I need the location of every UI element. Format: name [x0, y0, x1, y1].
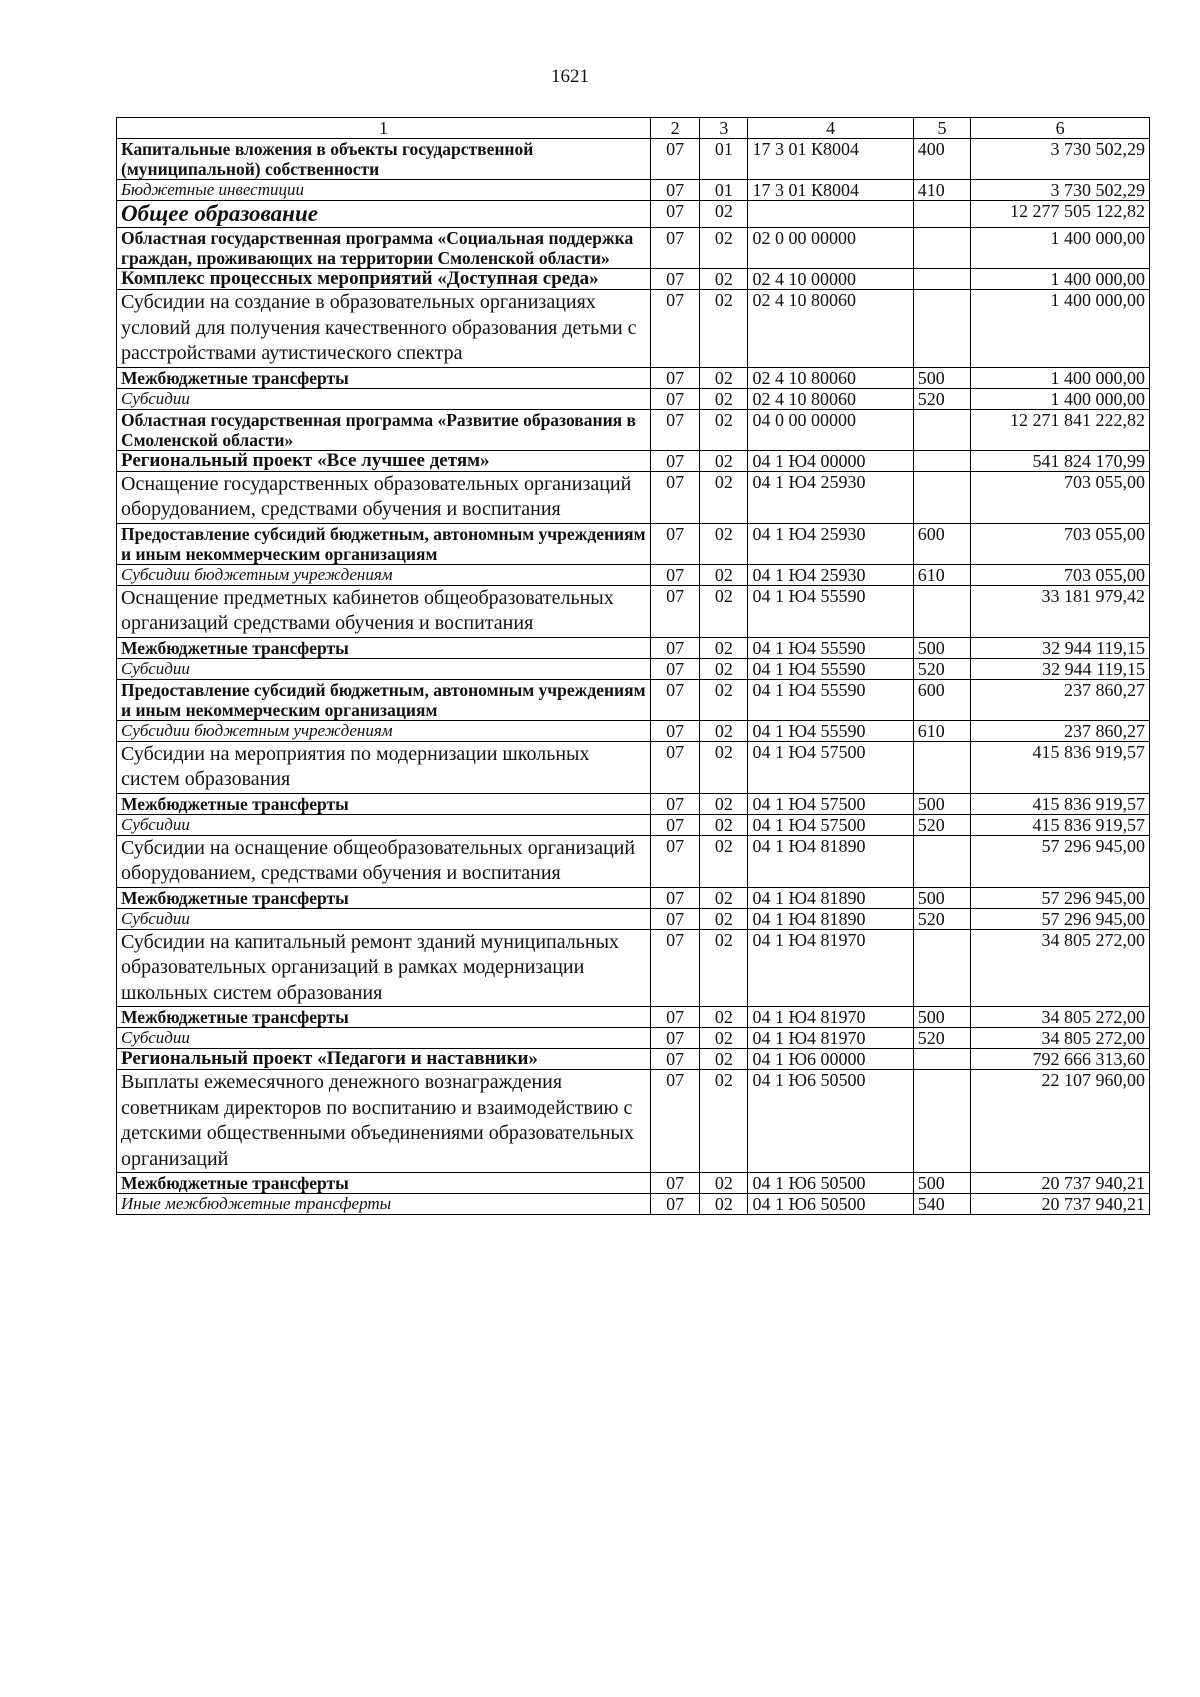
row-amount-cell: 34 805 272,00: [971, 929, 1150, 1007]
row-expense-type-cell: [913, 201, 971, 228]
row-expense-type-cell: [913, 450, 971, 471]
row-amount-cell: 1 400 000,00: [971, 367, 1150, 388]
row-section-cell: 07: [650, 929, 699, 1007]
table-row: [117, 1007, 1150, 1028]
table-row: [117, 741, 1150, 793]
table-row: [117, 679, 1150, 720]
row-subsection-cell: 02: [700, 835, 748, 887]
row-subsection-cell: 02: [700, 1028, 748, 1049]
row-section-cell: 07: [650, 180, 699, 201]
row-target-code-cell: 04 1 Ю6 50500: [748, 1070, 913, 1173]
row-name-cell: Межбюджетные трансферты: [117, 793, 651, 814]
row-subsection-cell: 02: [700, 201, 748, 228]
row-subsection-cell: 02: [700, 450, 748, 471]
row-target-code-cell: 04 1 Ю4 81970: [748, 1028, 913, 1049]
header-cell-6: 6: [971, 118, 1150, 139]
row-target-code-cell: [748, 201, 913, 228]
row-subsection-cell: 02: [700, 658, 748, 679]
row-amount-cell: 1 400 000,00: [971, 269, 1150, 290]
row-subsection-cell: 02: [700, 1173, 748, 1194]
row-amount-cell: 541 824 170,99: [971, 450, 1150, 471]
table-row: [117, 908, 1150, 929]
row-name-cell: Предоставление субсидий бюджетным, автономным учреждениям и иным некоммерческим организациям: [117, 679, 651, 720]
row-section-cell: 07: [650, 887, 699, 908]
budget-table: [116, 117, 1150, 1215]
row-expense-type-cell: [913, 741, 971, 793]
row-amount-cell: 20 737 940,21: [971, 1173, 1150, 1194]
row-expense-type-cell: 500: [913, 1173, 971, 1194]
row-section-cell: 07: [650, 409, 699, 450]
row-subsection-cell: 02: [700, 929, 748, 1007]
row-target-code-cell: 04 1 Ю4 25930: [748, 564, 913, 585]
header-cell-4: 4: [748, 118, 913, 139]
row-amount-cell: 237 860,27: [971, 679, 1150, 720]
row-subsection-cell: 02: [700, 1049, 748, 1070]
table-row: [117, 450, 1150, 471]
row-name-cell: Межбюджетные трансферты: [117, 637, 651, 658]
row-subsection-cell: 02: [700, 564, 748, 585]
row-expense-type-cell: 500: [913, 367, 971, 388]
row-name-cell: Региональный проект «Педагоги и наставники»: [117, 1049, 651, 1070]
row-name-cell: Субсидии: [117, 658, 651, 679]
row-section-cell: 07: [650, 679, 699, 720]
row-expense-type-cell: 610: [913, 564, 971, 585]
row-target-code-cell: 04 1 Ю4 55590: [748, 679, 913, 720]
row-name-cell: Субсидии: [117, 1028, 651, 1049]
row-amount-cell: 34 805 272,00: [971, 1028, 1150, 1049]
row-expense-type-cell: [913, 471, 971, 523]
row-name-cell: Областная государственная программа «Развитие образования в Смоленской области»: [117, 409, 651, 450]
row-expense-type-cell: 520: [913, 388, 971, 409]
row-target-code-cell: 04 1 Ю4 55590: [748, 585, 913, 637]
row-name-cell: Бюджетные инвестиции: [117, 180, 651, 201]
row-subsection-cell: 02: [700, 269, 748, 290]
row-amount-cell: 1 400 000,00: [971, 388, 1150, 409]
row-target-code-cell: 04 1 Ю6 00000: [748, 1049, 913, 1070]
row-section-cell: 07: [650, 367, 699, 388]
row-section-cell: 07: [650, 450, 699, 471]
table-row: [117, 228, 1150, 269]
row-name-cell: Субсидии бюджетным учреждениям: [117, 564, 651, 585]
row-subsection-cell: 01: [700, 139, 748, 180]
row-target-code-cell: 02 4 10 80060: [748, 367, 913, 388]
row-target-code-cell: 04 1 Ю4 81890: [748, 908, 913, 929]
row-subsection-cell: 02: [700, 290, 748, 368]
row-name-cell: Иные межбюджетные трансферты: [117, 1194, 651, 1215]
row-section-cell: 07: [650, 228, 699, 269]
row-subsection-cell: 02: [700, 228, 748, 269]
row-expense-type-cell: 520: [913, 1028, 971, 1049]
table-row: [117, 658, 1150, 679]
row-name-cell: Региональный проект «Все лучшее детям»: [117, 450, 651, 471]
row-expense-type-cell: 500: [913, 887, 971, 908]
table-row: [117, 201, 1150, 228]
row-target-code-cell: 04 1 Ю4 81890: [748, 835, 913, 887]
row-amount-cell: 1 400 000,00: [971, 290, 1150, 368]
row-section-cell: 07: [650, 585, 699, 637]
row-section-cell: 07: [650, 908, 699, 929]
row-amount-cell: 3 730 502,29: [971, 180, 1150, 201]
row-name-cell: Общее образование: [117, 201, 651, 228]
header-cell-3: 3: [700, 118, 748, 139]
row-subsection-cell: 02: [700, 741, 748, 793]
row-section-cell: 07: [650, 471, 699, 523]
row-amount-cell: 415 836 919,57: [971, 741, 1150, 793]
row-amount-cell: 703 055,00: [971, 523, 1150, 564]
row-section-cell: 07: [650, 835, 699, 887]
row-amount-cell: 703 055,00: [971, 564, 1150, 585]
row-expense-type-cell: 500: [913, 793, 971, 814]
table-row: [117, 1049, 1150, 1070]
row-section-cell: 07: [650, 1070, 699, 1173]
row-name-cell: Оснащение предметных кабинетов общеобразовательных организаций средствами обучения и воспитания: [117, 585, 651, 637]
row-subsection-cell: 02: [700, 367, 748, 388]
row-subsection-cell: 02: [700, 523, 748, 564]
row-section-cell: 07: [650, 1007, 699, 1028]
row-name-cell: Субсидии бюджетным учреждениям: [117, 720, 651, 741]
table-row: [117, 814, 1150, 835]
row-amount-cell: 57 296 945,00: [971, 835, 1150, 887]
row-name-cell: Оснащение государственных образовательных организаций оборудованием, средствами обучения и воспитания: [117, 471, 651, 523]
row-section-cell: 07: [650, 1049, 699, 1070]
row-amount-cell: 32 944 119,15: [971, 658, 1150, 679]
row-name-cell: Субсидии на капитальный ремонт зданий муниципальных образовательных организаций в рамках модернизации школьных систем образования: [117, 929, 651, 1007]
row-target-code-cell: 04 1 Ю4 81890: [748, 887, 913, 908]
table-row: [117, 835, 1150, 887]
row-name-cell: Субсидии: [117, 814, 651, 835]
row-amount-cell: 57 296 945,00: [971, 887, 1150, 908]
row-amount-cell: 33 181 979,42: [971, 585, 1150, 637]
row-name-cell: Капитальные вложения в объекты государственной (муниципальной) собственности: [117, 139, 651, 180]
row-expense-type-cell: [913, 269, 971, 290]
row-section-cell: 07: [650, 658, 699, 679]
row-name-cell: Выплаты ежемесячного денежного вознаграждения советникам директоров по воспитанию и взаимодействию с детскими общественными объединениями образовательных организаций: [117, 1070, 651, 1173]
row-target-code-cell: 04 1 Ю4 57500: [748, 741, 913, 793]
row-amount-cell: 12 277 505 122,82: [971, 201, 1150, 228]
table-row: [117, 720, 1150, 741]
table-row: [117, 471, 1150, 523]
row-subsection-cell: 02: [700, 471, 748, 523]
header-cell-1: 1: [117, 118, 651, 139]
row-name-cell: Субсидии на мероприятия по модернизации школьных систем образования: [117, 741, 651, 793]
row-target-code-cell: 04 1 Ю4 81970: [748, 1007, 913, 1028]
row-amount-cell: 415 836 919,57: [971, 814, 1150, 835]
row-subsection-cell: 02: [700, 793, 748, 814]
row-amount-cell: 3 730 502,29: [971, 139, 1150, 180]
table-row: [117, 1194, 1150, 1215]
table-row: [117, 139, 1150, 180]
row-section-cell: 07: [650, 814, 699, 835]
row-expense-type-cell: 600: [913, 679, 971, 720]
row-section-cell: 07: [650, 201, 699, 228]
row-amount-cell: 237 860,27: [971, 720, 1150, 741]
row-section-cell: 07: [650, 793, 699, 814]
row-name-cell: Комплекс процессных мероприятий «Доступная среда»: [117, 269, 651, 290]
row-target-code-cell: 17 3 01 К8004: [748, 139, 913, 180]
row-target-code-cell: 04 1 Ю4 57500: [748, 814, 913, 835]
table-row: [117, 585, 1150, 637]
row-name-cell: Субсидии на оснащение общеобразовательных организаций оборудованием, средствами обучения и воспитания: [117, 835, 651, 887]
row-amount-cell: 792 666 313,60: [971, 1049, 1150, 1070]
row-subsection-cell: 01: [700, 180, 748, 201]
table-row: [117, 929, 1150, 1007]
row-subsection-cell: 02: [700, 1070, 748, 1173]
row-subsection-cell: 02: [700, 388, 748, 409]
row-expense-type-cell: [913, 1070, 971, 1173]
row-target-code-cell: 02 4 10 80060: [748, 388, 913, 409]
row-amount-cell: 57 296 945,00: [971, 908, 1150, 929]
row-name-cell: Предоставление субсидий бюджетным, автономным учреждениям и иным некоммерческим организациям: [117, 523, 651, 564]
row-target-code-cell: 04 1 Ю4 55590: [748, 720, 913, 741]
row-amount-cell: 20 737 940,21: [971, 1194, 1150, 1215]
row-expense-type-cell: [913, 835, 971, 887]
row-section-cell: 07: [650, 1173, 699, 1194]
row-name-cell: Областная государственная программа «Социальная поддержка граждан, проживающих на территории Смоленской области»: [117, 228, 651, 269]
row-section-cell: 07: [650, 290, 699, 368]
row-subsection-cell: 02: [700, 637, 748, 658]
row-section-cell: 07: [650, 1028, 699, 1049]
row-target-code-cell: 04 1 Ю4 00000: [748, 450, 913, 471]
row-name-cell: Субсидии: [117, 908, 651, 929]
row-amount-cell: 12 271 841 222,82: [971, 409, 1150, 450]
row-target-code-cell: 04 1 Ю4 25930: [748, 523, 913, 564]
row-expense-type-cell: 400: [913, 139, 971, 180]
row-expense-type-cell: 500: [913, 637, 971, 658]
row-section-cell: 07: [650, 388, 699, 409]
row-name-cell: Межбюджетные трансферты: [117, 887, 651, 908]
table-row: [117, 793, 1150, 814]
row-expense-type-cell: 520: [913, 908, 971, 929]
row-expense-type-cell: 520: [913, 658, 971, 679]
row-target-code-cell: 02 4 10 00000: [748, 269, 913, 290]
row-name-cell: Субсидии: [117, 388, 651, 409]
row-expense-type-cell: 500: [913, 1007, 971, 1028]
row-subsection-cell: 02: [700, 585, 748, 637]
row-expense-type-cell: 520: [913, 814, 971, 835]
row-expense-type-cell: 410: [913, 180, 971, 201]
row-amount-cell: 703 055,00: [971, 471, 1150, 523]
row-subsection-cell: 02: [700, 887, 748, 908]
row-subsection-cell: 02: [700, 409, 748, 450]
row-section-cell: 07: [650, 637, 699, 658]
row-amount-cell: 32 944 119,15: [971, 637, 1150, 658]
table-body: [117, 118, 1150, 1215]
row-section-cell: 07: [650, 741, 699, 793]
row-expense-type-cell: 610: [913, 720, 971, 741]
table-row: [117, 1070, 1150, 1173]
row-amount-cell: 34 805 272,00: [971, 1007, 1150, 1028]
table-row: [117, 1028, 1150, 1049]
row-target-code-cell: 04 1 Ю6 50500: [748, 1173, 913, 1194]
row-amount-cell: 415 836 919,57: [971, 793, 1150, 814]
table-row: [117, 887, 1150, 908]
row-subsection-cell: 02: [700, 679, 748, 720]
row-name-cell: Субсидии на создание в образовательных организациях условий для получения качественного образования детьми с расстройствами аутистического спектра: [117, 290, 651, 368]
row-section-cell: 07: [650, 523, 699, 564]
row-name-cell: Межбюджетные трансферты: [117, 1007, 651, 1028]
table-header-row: [117, 118, 1150, 139]
header-cell-2: 2: [650, 118, 699, 139]
table-row: [117, 523, 1150, 564]
row-amount-cell: 1 400 000,00: [971, 228, 1150, 269]
row-subsection-cell: 02: [700, 720, 748, 741]
row-expense-type-cell: [913, 929, 971, 1007]
table-row: [117, 180, 1150, 201]
row-target-code-cell: 04 1 Ю4 25930: [748, 471, 913, 523]
row-subsection-cell: 02: [700, 908, 748, 929]
row-target-code-cell: 04 1 Ю4 55590: [748, 637, 913, 658]
row-amount-cell: 22 107 960,00: [971, 1070, 1150, 1173]
row-subsection-cell: 02: [700, 1007, 748, 1028]
table-row: [117, 290, 1150, 368]
row-section-cell: 07: [650, 1194, 699, 1215]
row-expense-type-cell: [913, 290, 971, 368]
row-expense-type-cell: [913, 1049, 971, 1070]
row-target-code-cell: 04 1 Ю6 50500: [748, 1194, 913, 1215]
row-target-code-cell: 02 4 10 80060: [748, 290, 913, 368]
table-row: [117, 388, 1150, 409]
table-row: [117, 564, 1150, 585]
table-row: [117, 1173, 1150, 1194]
page-number: 1621: [551, 66, 589, 87]
header-cell-5: 5: [913, 118, 971, 139]
row-subsection-cell: 02: [700, 1194, 748, 1215]
row-target-code-cell: 02 0 00 00000: [748, 228, 913, 269]
row-expense-type-cell: 600: [913, 523, 971, 564]
row-expense-type-cell: [913, 228, 971, 269]
row-section-cell: 07: [650, 269, 699, 290]
table-row: [117, 409, 1150, 450]
row-expense-type-cell: 540: [913, 1194, 971, 1215]
row-expense-type-cell: [913, 585, 971, 637]
table-row: [117, 367, 1150, 388]
row-target-code-cell: 04 1 Ю4 55590: [748, 658, 913, 679]
table-row: [117, 637, 1150, 658]
row-section-cell: 07: [650, 564, 699, 585]
row-target-code-cell: 04 0 00 00000: [748, 409, 913, 450]
row-name-cell: Межбюджетные трансферты: [117, 1173, 651, 1194]
row-section-cell: 07: [650, 720, 699, 741]
row-name-cell: Межбюджетные трансферты: [117, 367, 651, 388]
row-section-cell: 07: [650, 139, 699, 180]
row-target-code-cell: 17 3 01 К8004: [748, 180, 913, 201]
row-target-code-cell: 04 1 Ю4 81970: [748, 929, 913, 1007]
row-subsection-cell: 02: [700, 814, 748, 835]
table-row: [117, 269, 1150, 290]
row-expense-type-cell: [913, 409, 971, 450]
row-target-code-cell: 04 1 Ю4 57500: [748, 793, 913, 814]
